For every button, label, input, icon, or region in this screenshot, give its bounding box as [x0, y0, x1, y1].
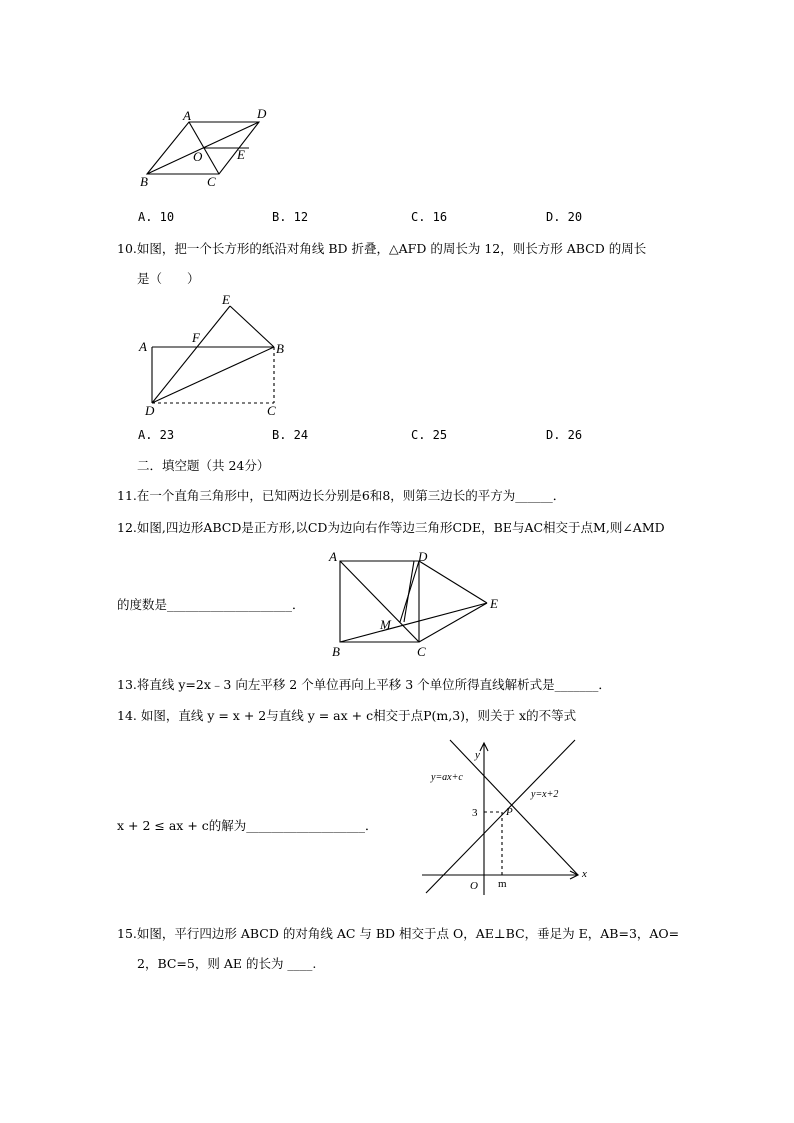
fig12-label-E: E [490, 596, 498, 611]
fig9-label-C: C [207, 174, 216, 189]
q12-text-line1: 12.如图,四边形ABCD是正方形,以CD为边向右作等边三角形CDE，BE与AC相交于点M,则∠AMD [117, 520, 665, 535]
fig10-label-A: A [139, 339, 147, 354]
q9-parallelogram-figure [135, 104, 285, 194]
fig10-label-C: C [267, 403, 276, 418]
fig14-origin-label: O [470, 880, 478, 892]
q14-text-line1: 14. 如图，直线 y = x + 2与直线 y = ax + c相交于点P(m,3)，则关于 x的不等式 [117, 708, 577, 723]
q10-text-line1: 10.如图，把一个长方形的纸沿对角线 BD 折叠，△AFD 的周长为 12，则长方形 ABCD 的周长 [117, 241, 647, 256]
q9-option-b: B. 12 [272, 210, 309, 224]
fig9-label-B: B [140, 174, 148, 189]
fig12-label-D: D [418, 549, 428, 564]
q10-option-b: B. 24 [272, 428, 309, 442]
q10-option-a: A. 23 [138, 428, 175, 442]
q15-text-line2: 2，BC=5，则 AE 的长为 ____. [137, 956, 317, 971]
fig14-point-P: P [506, 806, 513, 818]
fig14-y-tick-3: 3 [472, 807, 478, 819]
q12-square-triangle-figure [322, 548, 507, 663]
q12-text-line2: 的度数是____________________． [117, 597, 305, 612]
q15-text-line1: 15.如图，平行四边形 ABCD 的对角线 AC 与 BD 相交于点 O，AE⊥BC，垂足为 E，AB=3，AO= [117, 926, 680, 941]
fig10-label-F: F [192, 330, 200, 345]
q13-text: 13.将直线 y=2x﹣3 向左平移 2 个单位再向上平移 3 个单位所得直线解析式是_______． [117, 677, 611, 692]
q10-option-d: D. 26 [546, 428, 583, 442]
fig12-label-A: A [329, 549, 337, 564]
fig9-label-A: A [183, 108, 191, 123]
fig14-y-axis-label: y [475, 749, 480, 761]
q11-text: 11.在一个直角三角形中，已知两边长分别是6和8，则第三边长的平方为______． [117, 488, 566, 503]
q9-option-a: A. 10 [138, 210, 175, 224]
q14-text-line2: x + 2 ≤ ax + c的解为___________________． [117, 818, 378, 833]
fig10-label-B: B [276, 341, 284, 356]
fig10-label-D: D [145, 403, 155, 418]
fig14-line-label-x2: y=x+2 [531, 789, 559, 800]
q10-option-c: C. 25 [411, 428, 448, 442]
fig14-x-axis-label: x [582, 868, 587, 880]
section-2-heading: 二．填空题（共 24分） [137, 458, 270, 473]
q10-text-line2: 是（ ） [137, 271, 200, 286]
fig12-label-C: C [417, 644, 426, 659]
q10-folded-rectangle-figure [130, 290, 300, 422]
fig9-label-D: D [257, 106, 267, 121]
fig12-label-B: B [332, 644, 340, 659]
fig12-label-M: M [380, 617, 391, 632]
q14-line-graph-figure [418, 735, 608, 905]
fig10-label-E: E [222, 292, 230, 307]
fig14-line-label-axc: y=ax+c [431, 772, 463, 783]
q9-option-d: D. 20 [546, 210, 583, 224]
q9-option-c: C. 16 [411, 210, 448, 224]
fig9-label-E: E [237, 147, 245, 162]
fig9-label-O: O [193, 149, 203, 164]
fig14-x-tick-m: m [498, 878, 507, 890]
